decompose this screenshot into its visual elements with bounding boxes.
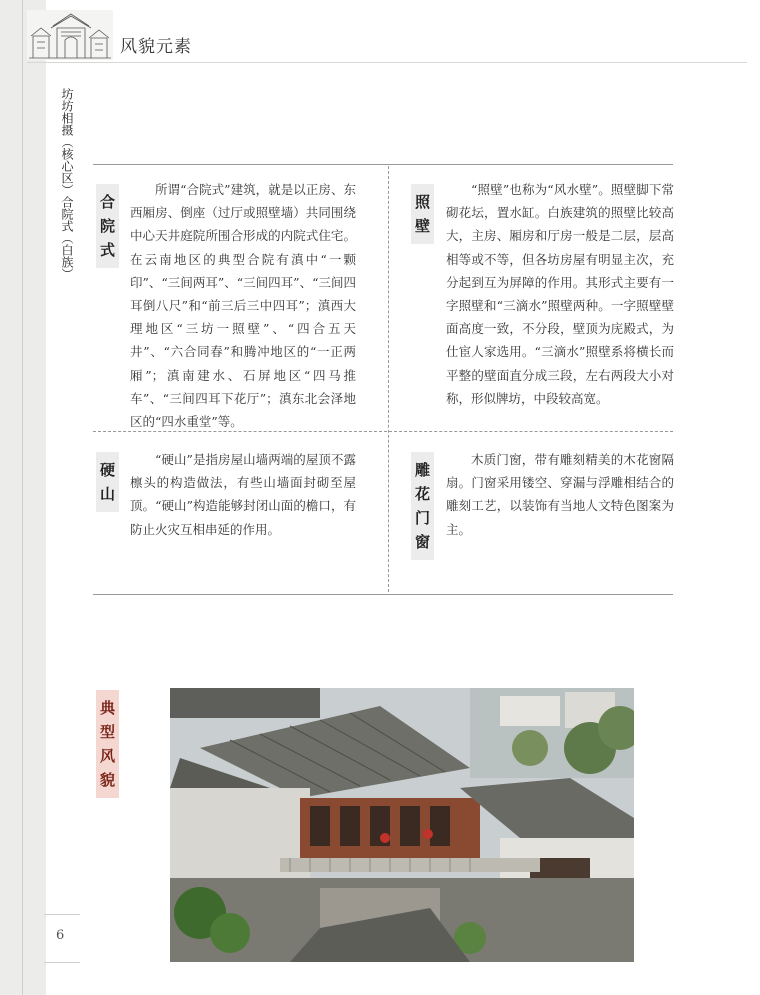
label-diaohua [411,452,434,560]
label-zhaobi [411,184,434,244]
label-char: 雕 [414,461,430,479]
text-diaohua [446,448,674,541]
page-number: 6 [56,928,65,943]
paragraph: 所谓“合院式”建筑，就是以正房、东西厢房、倒座（过厅或照壁墙）共同围绕中心天井庭院所围合形成的内院式住宅。在云南地区的典型合院有滇中“一颗印”、“三间两耳”、“三间四耳”、“三间四耳倒八尺”和“前三后三中四耳”；滇西大理地区“三坊一照壁”、“四合五天井”、“六合同春”和腾冲地区的“一正两厢”；滇南建水、石屏地区“四马推车”、“三间四耳下花厅”；滇东北会泽地区的“四水重堂”等。 [130,182,356,430]
courtyard-photo [170,688,634,962]
vertical-chapter-title: 坊坊相摄（核心区）合院式（白族） [60,88,74,280]
label-char: 山 [99,485,115,503]
text-yingshan [130,448,356,541]
label-char: 型 [99,723,115,741]
label-dianxing-fengmao [96,690,119,798]
grid-top-rule [93,164,673,165]
label-heyuanshi [96,184,119,268]
paragraph: “照壁”也称为“风水壁”。照壁脚下常砌花坛，置水缸。白族建筑的照壁比较高大，主房、厢房和厅房一般是二层，层高相等或不等，但各坊房屋有明显主次，充分起到互为屏障的作用。其形式主要有一字照壁和“三滴水”照壁两种。一字照壁壁面高度一致，不分段，壁顶为庑殿式，为仕宦人家选用。“三滴水”照壁系将横长而平整的壁面直分成三段，左右两段大小对称，形似牌坊，中段较高宽。 [446,182,674,406]
label-char: 典 [99,699,115,717]
gate-sketch-icon [27,10,113,60]
paragraph: 木质门窗，带有雕刻精美的木花窗隔扇。门窗采用镂空、穿漏与浮雕相结合的雕刻工艺，以装饰有当地人文特色图案为主。 [446,452,674,537]
label-char: 硬 [99,461,115,479]
label-char: 式 [99,241,115,259]
paragraph: “硬山”是指房屋山墙两端的屋顶不露檩头的构造做法，有些山墙面封砌至屋顶。“硬山”构造能够封闭山面的檐口，有防止火灾互相串延的作用。 [130,452,356,537]
header-sketch-image [27,10,113,60]
courtyard-photo-icon [170,688,634,962]
left-margin-band [0,0,46,995]
label-char: 合 [99,193,115,211]
label-char: 照 [414,193,430,211]
label-char: 门 [414,509,430,527]
text-zhaobi [446,178,674,410]
label-char: 院 [99,217,115,235]
grid-vertical-rule [388,166,389,592]
text-heyuanshi [130,178,356,433]
label-char: 壁 [414,217,430,235]
label-char: 风 [99,747,115,765]
grid-bottom-rule [93,594,673,595]
page-number-rule [44,962,80,963]
label-char: 貌 [99,771,115,789]
label-yingshan [96,452,119,512]
label-char: 窗 [414,533,430,551]
header-rule [27,62,747,63]
margin-rule [22,0,23,995]
page-number-rule [44,914,80,915]
section-title: 风貌元素 [120,37,192,57]
label-char: 花 [414,485,430,503]
